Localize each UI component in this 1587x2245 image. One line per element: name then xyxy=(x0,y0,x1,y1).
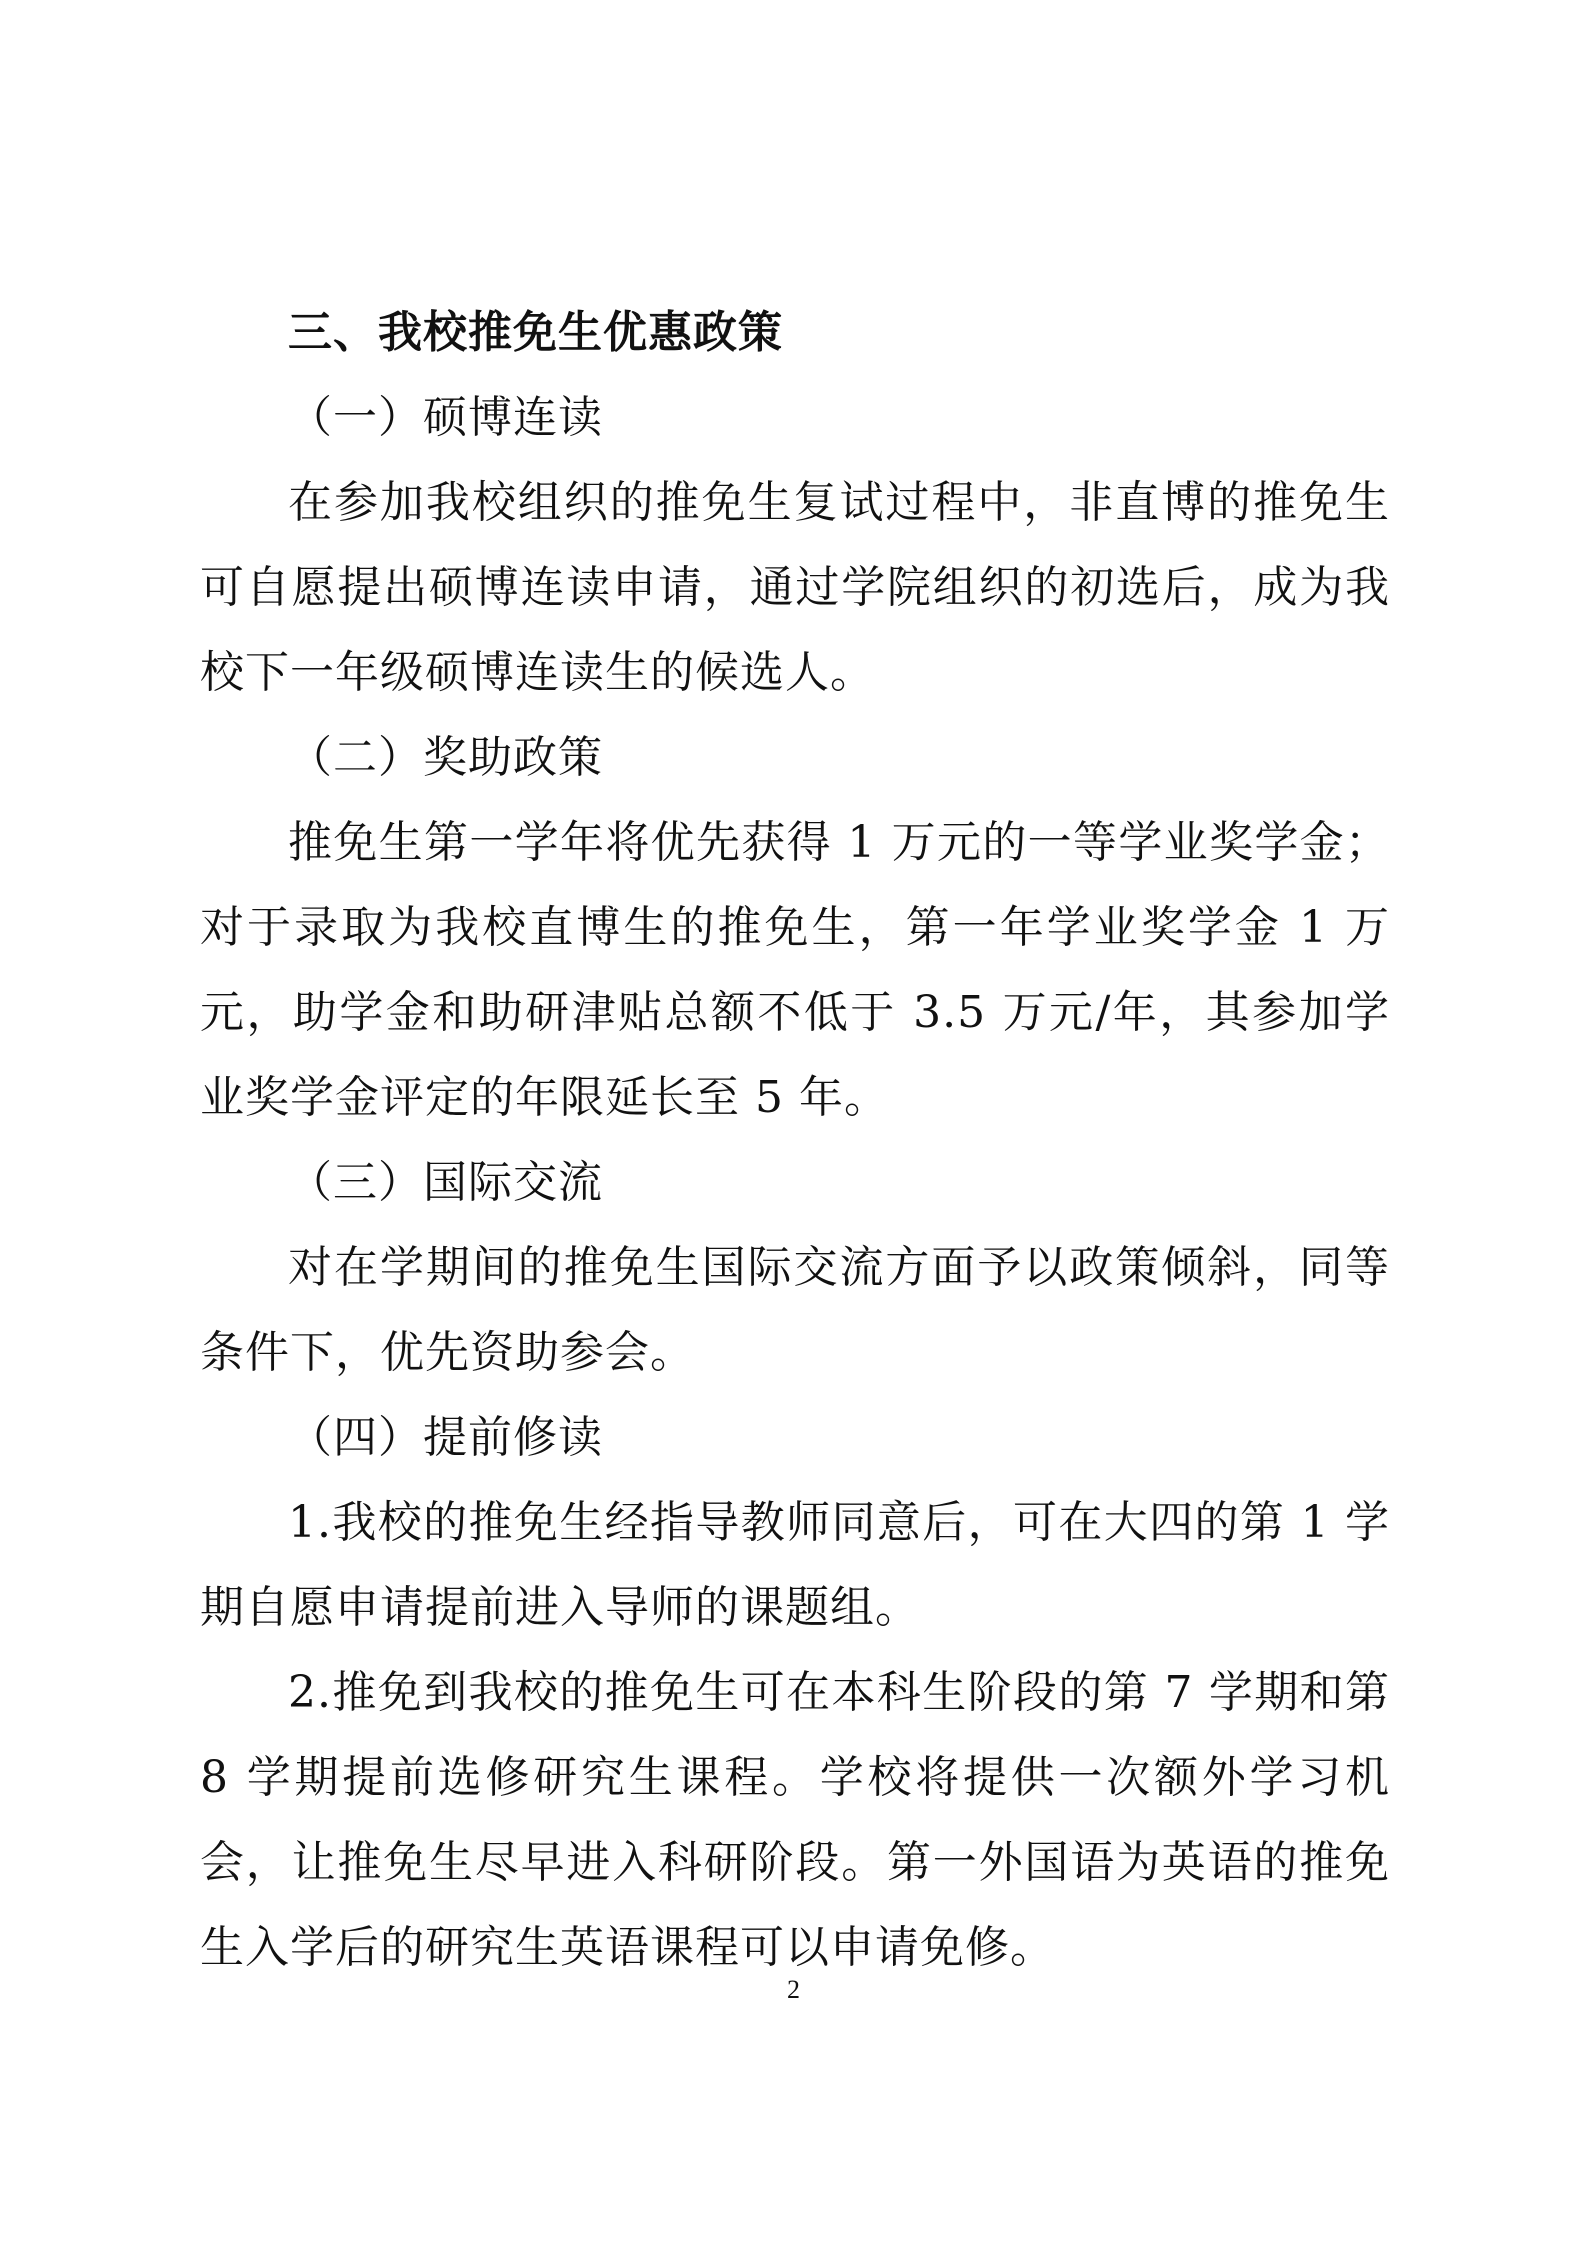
document-body xyxy=(200,290,1390,1990)
subsection-title-1: （一）硕博连读 xyxy=(288,392,603,443)
paragraph-2-1: 推免生第一学年将优先获得 1 万元的一等学业奖学金；对于录取为我校直博生的推免生，第一年学业奖学金 1 万元，助学金和助研津贴总额不低于 3.5 万元/年，其参加学业奖学金评定的年限延长至 5 年。 xyxy=(200,817,1390,1123)
paragraph-1-1: 在参加我校组织的推免生复试过程中，非直博的推免生可自愿提出硕博连读申请，通过学院组织的初选后，成为我校下一年级硕博连读生的候选人。 xyxy=(200,477,1390,698)
subsection-title-2: （二）奖助政策 xyxy=(288,732,603,783)
section-heading: 三、我校推免生优惠政策 xyxy=(288,307,783,358)
paragraph-4-1: 1.我校的推免生经指导教师同意后，可在大四的第 1 学期自愿申请提前进入导师的课题组。 xyxy=(200,1497,1390,1633)
paragraph-3-1: 对在学期间的推免生国际交流方面予以政策倾斜，同等条件下，优先资助参会。 xyxy=(200,1242,1390,1378)
subsection-title-4: （四）提前修读 xyxy=(288,1412,603,1463)
subsection-title-3: （三）国际交流 xyxy=(288,1157,603,1208)
paragraph-4-2: 2.推免到我校的推免生可在本科生阶段的第 7 学期和第 8 学期提前选修研究生课程。学校将提供一次额外学习机会，让推免生尽早进入科研阶段。第一外国语为英语的推免生入学后的研究生英语课程可以申请免修。 xyxy=(200,1667,1390,1973)
page-number: 2 xyxy=(787,1975,800,2004)
